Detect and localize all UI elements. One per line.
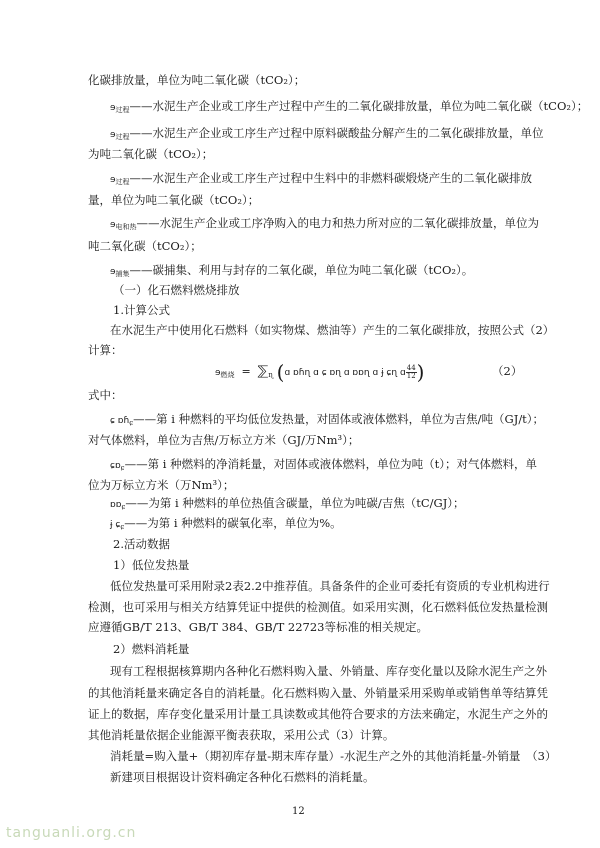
symbol-subscript: 捕集 xyxy=(115,270,130,278)
definition-text: ——为第 i 种燃料的碳氧化率，单位为%。 xyxy=(124,516,342,530)
definition-text: ——为第 i 种燃料的单位热值含碳量，单位为吨碳/吉焦（tC/GJ）； xyxy=(125,496,465,510)
definition-text: ——水泥生产企业或工序生产过程中生料中的非燃料碳煅烧产生的二氧化碳排放 xyxy=(129,171,533,185)
text-line: 的其他消耗量来确定各自的消耗量。化石燃料购入量、外销量采用采购单或销售单等结算凭 xyxy=(88,686,548,700)
text-line: 吨二氧化碳（tCO₂）； xyxy=(88,239,202,253)
definition-text: ——水泥生产企业或工序净购入的电力和热力所对应的二氧化碳排放量，单位为 xyxy=(136,216,540,230)
symbol-subscript: ɕ xyxy=(121,503,126,511)
text-line: 新建项目根据设计资料确定各种化石燃料的消耗量。 xyxy=(110,770,375,784)
symbol-subscript: ɕ xyxy=(120,523,125,531)
definition-text: ——水泥生产企业或工序生产过程中产生的二氧化碳排放量，单位为吨二氧化碳（tCO₂）； xyxy=(129,99,589,113)
equals-sign: = xyxy=(238,365,255,378)
text-line: 计算： xyxy=(88,343,123,357)
definition-line xyxy=(110,171,532,189)
text-line: 现有工程根据核算期内各种化石燃料购入量、外销量、库存变化量以及除水泥生产之外 xyxy=(110,664,547,678)
symbol-subscript: ɕ xyxy=(129,419,134,427)
open-paren: ( xyxy=(276,360,285,384)
definition-line xyxy=(110,99,588,117)
symbol-subscript: 过程 xyxy=(115,178,130,186)
symbol: ɘ xyxy=(110,175,116,185)
text-line: 为吨二氧化碳（tCO₂）； xyxy=(88,147,214,161)
text-line: 式中： xyxy=(88,388,123,402)
text-line: 化碳排放量，单位为吨二氧化碳（tCO₂）； xyxy=(88,73,306,87)
text-line: 位为万标立方米（万Nm³）； xyxy=(88,478,235,492)
watermark: tanguanli.org.cn xyxy=(6,825,137,841)
symbol-subscript: 过程 xyxy=(115,106,130,114)
summation-symbol: ⅀ xyxy=(257,364,269,379)
text-line: 消耗量=购入量+（期初库存量-期末库存量）-水泥生产之外的其他消耗量-外销量 （3） xyxy=(110,749,557,763)
definition-line xyxy=(110,457,537,475)
symbol: ɘ xyxy=(110,267,116,277)
subsection-heading: 2）燃料消耗量 xyxy=(113,642,190,656)
symbol: ɕɒ xyxy=(110,461,121,471)
symbol: ɉ ɕ xyxy=(110,520,121,530)
fraction xyxy=(406,365,417,380)
formula-2 xyxy=(215,360,424,384)
symbol: ɕ ɒɦ xyxy=(110,416,130,426)
definition-line xyxy=(110,412,544,430)
subsection-heading: 1）低位发热量 xyxy=(113,558,190,572)
symbol-subscript: ɕ xyxy=(120,464,125,472)
fraction-denominator: 12 xyxy=(406,371,416,380)
definition-line xyxy=(110,216,539,234)
equation-number: （2） xyxy=(492,364,523,378)
text-line: 量，单位为吨二氧化碳（tCO₂）； xyxy=(88,193,260,207)
summation-subscript: ɳ xyxy=(268,371,274,379)
subsection-heading: 1.计算公式 xyxy=(113,303,170,317)
symbol: ɘ xyxy=(110,220,116,230)
symbol: ɘ xyxy=(110,130,116,140)
definition-line xyxy=(110,126,544,144)
text-line: 证上的数据，库存变化量采用计量工具读数或其他符合要求的方法来确定，水泥生产之外的 xyxy=(88,707,548,721)
close-paren: ) xyxy=(416,360,425,384)
formula-lhs-subscript: 燃烧 xyxy=(220,371,235,379)
definition-text: ——第 i 种燃料的平均低位发热量，对固体或液体燃料，单位为吉焦/吨（GJ/t）； xyxy=(133,412,545,426)
section-heading: （一）化石燃料燃烧排放 xyxy=(113,283,240,297)
symbol-subscript: 过程 xyxy=(115,133,130,141)
definition-line xyxy=(110,263,473,281)
definition-text: ——碳捕集、利用与封存的二氧化碳，单位为吨二氧化碳（tCO₂）。 xyxy=(129,263,474,277)
symbol: ɘ xyxy=(110,103,116,113)
definition-text: ——第 i 种燃料的净消耗量，对固体或液体燃料，单位为吨（t）；对气体燃料，单 xyxy=(124,457,537,471)
formula-body: ɑ ɒɦɳ ɑ ɕ ɒɳ ɑ ɒɒɳ ɑ ɉ ɕɳ ɑ xyxy=(284,368,406,378)
text-line: 检测，也可采用与相关方结算凭证中提供的检测值。如采用实测，化石燃料低位发热量检测 xyxy=(88,600,548,614)
symbol: ɒɒ xyxy=(110,500,122,510)
subsection-heading: 2.活动数据 xyxy=(113,537,170,551)
text-line: 对气体燃料，单位为吉焦/万标立方米（GJ/万Nm³）； xyxy=(88,433,360,447)
definition-line xyxy=(110,496,465,514)
text-line: 应遵循GB/T 213、GB/T 384、GB/T 22723等标准的相关规定。 xyxy=(88,620,428,634)
definition-line xyxy=(110,516,342,534)
definition-text: ——水泥生产企业或工序生产过程中原料碳酸盐分解产生的二氧化碳排放量，单位 xyxy=(129,126,544,140)
fraction-numerator: 44 xyxy=(406,363,416,372)
formula-lhs: ɘ xyxy=(215,368,221,378)
text-line: 其他消耗量依据企业能源平衡表获取，采用公式（3）计算。 xyxy=(88,728,395,742)
page-number: 12 xyxy=(292,806,305,817)
symbol-subscript: 电和热 xyxy=(115,223,137,231)
text-line: 在水泥生产中使用化石燃料（如实物煤、燃油等）产生的二氧化碳排放，按照公式（2） xyxy=(110,323,555,337)
text-line: 低位发热量可采用附录2表2.2中推荐值。具备条件的企业可委托有资质的专业机构进行 xyxy=(110,579,550,593)
